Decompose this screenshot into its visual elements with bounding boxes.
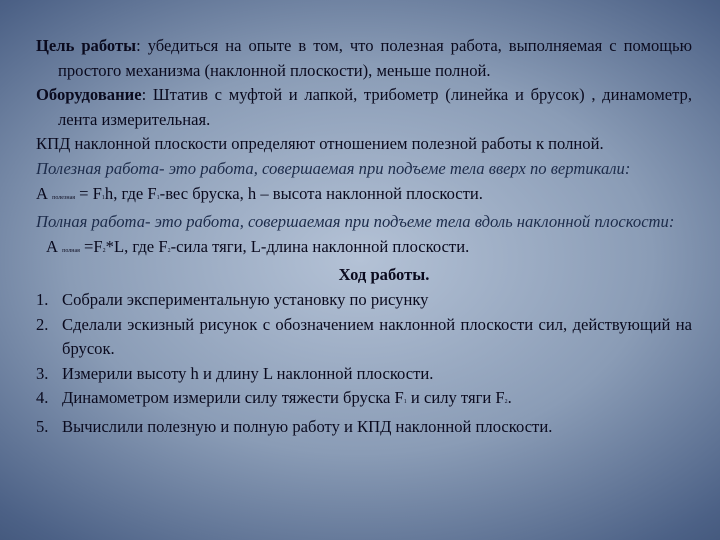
step-number: 4. bbox=[36, 388, 49, 408]
useful-f-index-2: 1 bbox=[156, 194, 160, 201]
list-item bbox=[36, 313, 692, 362]
step-number: 3. bbox=[36, 363, 49, 383]
step-text: Сделали эскизный рисунок с обозначением наклонной плоскости сил, действующий на брусок. bbox=[62, 314, 692, 359]
goal-text: : убедиться на опыте в том, что полезная работа, выполняемая с помощью простого механизма (наклонной плоскости), меньше полной. bbox=[58, 36, 692, 80]
total-subscript: полная bbox=[62, 247, 80, 254]
step-number: 1. bbox=[36, 289, 49, 309]
total-rest1: *L, где F bbox=[105, 236, 168, 256]
equipment-paragraph bbox=[36, 83, 692, 132]
useful-work-definition: Полезная работа- это работа, совершаемая при подъеме тела вверх по вертикали: bbox=[36, 158, 631, 178]
total-f-index: 2 bbox=[102, 247, 106, 254]
total-eq: =F bbox=[79, 236, 103, 256]
useful-symbol: А bbox=[36, 183, 48, 203]
total-work-definition: Полная работа- это работа, совершаемая при подъеме тела вдоль наклонной плоскости: bbox=[36, 212, 675, 232]
step-text: Вычислили полезную и полную работу и КПД наклонной плоскости. bbox=[62, 416, 553, 436]
total-f-index-2: 2 bbox=[167, 247, 171, 254]
useful-rest1: h, где F bbox=[104, 183, 157, 203]
equipment-label: Оборудование bbox=[36, 85, 142, 105]
step-text: Измерили высоту h и длину L наклонной плоскости. bbox=[62, 363, 434, 383]
procedure-heading: Ход работы. bbox=[338, 265, 430, 285]
goal-paragraph bbox=[36, 34, 692, 83]
slide-content bbox=[36, 34, 692, 440]
goal-label: Цель работы bbox=[36, 36, 137, 55]
step-index-1: 1 bbox=[403, 399, 407, 406]
useful-subscript: полезная bbox=[52, 194, 76, 201]
list-item bbox=[36, 386, 692, 415]
total-symbol: А bbox=[46, 236, 58, 256]
list-item bbox=[36, 288, 692, 313]
procedure-steps bbox=[36, 288, 692, 440]
efficiency-paragraph: КПД наклонной плоскости определяют отношением полезной работы к полной. bbox=[36, 134, 604, 154]
total-rest2: -сила тяги, L-длина наклонной плоскости. bbox=[170, 236, 470, 256]
useful-rest2: -вес бруска, h – высота наклонной плоскости. bbox=[159, 183, 483, 203]
step-number: 2. bbox=[36, 314, 49, 334]
total-work-formula bbox=[36, 235, 692, 264]
list-item bbox=[36, 415, 692, 440]
step-text-c: . bbox=[507, 388, 512, 408]
step-text-a: Динамометром измерили силу тяжести бруска F bbox=[62, 388, 404, 408]
step-number: 5. bbox=[36, 416, 49, 436]
step-text-b: и силу тяги F bbox=[406, 388, 505, 408]
equipment-text: : Штатив с муфтой и лапкой, трибометр (линейка и брусок) , динамометр, лента измерительная. bbox=[58, 85, 692, 129]
useful-f-index: 1 bbox=[101, 194, 105, 201]
list-item bbox=[36, 362, 692, 387]
step-text: Собрали экспериментальную установку по рисунку bbox=[62, 289, 429, 309]
useful-work-formula bbox=[36, 182, 692, 211]
step-index-2: 2 bbox=[504, 399, 508, 406]
useful-eq: = F bbox=[75, 183, 102, 203]
